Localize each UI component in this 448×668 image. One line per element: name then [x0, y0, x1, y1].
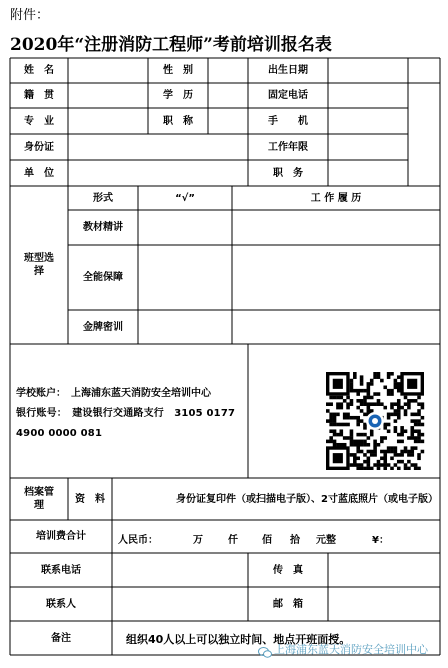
label-materials: 资 料 — [75, 493, 105, 505]
header-check: “√” — [175, 192, 195, 204]
label-position: 职 务 — [273, 167, 303, 179]
attachment-label: 附件： — [10, 8, 50, 23]
remark-text: 组织40人以上可以独立时间、地点开班面授。 — [126, 633, 351, 646]
watermark-text: 上海浦东蓝天消防安全培训中心 — [274, 643, 428, 656]
qr-code — [318, 372, 432, 470]
label-name: 姓 名 — [24, 65, 54, 76]
input-birth-date[interactable] — [328, 58, 408, 83]
check-textbook[interactable] — [138, 210, 232, 245]
input-name[interactable] — [68, 58, 148, 83]
work-history-area[interactable] — [232, 210, 440, 344]
fee-rmb: 人民币： — [118, 535, 158, 546]
school-account: 学校账户： 上海浦东蓝天消防安全培训中心 — [16, 388, 211, 399]
fee-unit-yuan: 元整 — [316, 535, 336, 546]
page-title: 2020年“注册消防工程师”考前培训报名表 — [10, 35, 332, 55]
label-gender: 性 别 — [163, 65, 193, 76]
header-work-history: 工 作 履 历 — [310, 192, 362, 204]
label-id-card: 身份证 — [24, 141, 54, 153]
input-id-card[interactable] — [68, 134, 248, 160]
input-position[interactable] — [328, 160, 408, 186]
check-full-guarantee[interactable] — [138, 245, 232, 310]
label-native-place: 籍 贯 — [24, 90, 54, 101]
fee-unit-bai: 佰 — [262, 535, 272, 546]
option-textbook: 教材精讲 — [83, 222, 123, 233]
label-mobile: 手 机 — [268, 115, 308, 127]
materials-text: 身份证复印件（或扫描电子版）、2寸蓝底照片（或电子版） — [176, 493, 438, 505]
label-class-type: 班型选择 — [24, 253, 54, 277]
fee-unit-shi: 拾 — [290, 535, 300, 546]
photo-area[interactable] — [408, 58, 440, 186]
fee-unit-wan: 万 — [193, 535, 203, 546]
fee-yen: ¥： — [372, 535, 389, 546]
label-major: 专 业 — [24, 115, 54, 127]
input-major[interactable] — [68, 108, 148, 134]
input-work-years[interactable] — [328, 134, 408, 160]
label-birth-date: 出生日期 — [268, 65, 308, 76]
label-landline: 固定电话 — [268, 90, 308, 101]
label-education: 学 历 — [163, 90, 193, 101]
option-full-guarantee: 全能保障 — [83, 272, 123, 283]
input-mail[interactable] — [328, 587, 440, 621]
input-title-rank[interactable] — [208, 108, 248, 134]
fee-unit-qian: 仟 — [228, 535, 238, 546]
label-archive: 档案管理 — [24, 487, 54, 511]
label-fax: 传 真 — [273, 564, 303, 576]
header-form: 形式 — [93, 192, 113, 204]
bank-account: 银行账号： 建设银行交通路支行 3105 0177 4900 0000 081 — [16, 408, 236, 439]
label-company: 单 位 — [24, 167, 54, 179]
label-remark: 备注 — [51, 632, 71, 644]
wechat-icon — [258, 643, 272, 654]
label-fee-total: 培训费合计 — [36, 531, 86, 542]
label-contact-person: 联系人 — [46, 598, 76, 610]
input-landline[interactable] — [328, 83, 408, 108]
input-education[interactable] — [208, 83, 248, 108]
check-gold-training[interactable] — [138, 310, 232, 344]
label-phone: 联系电话 — [41, 564, 81, 576]
input-gender[interactable] — [208, 58, 248, 83]
input-company[interactable] — [68, 160, 248, 186]
label-title-rank: 职 称 — [163, 115, 193, 127]
label-work-years: 工作年限 — [268, 141, 308, 153]
input-fax[interactable] — [328, 553, 440, 587]
input-native-place[interactable] — [68, 83, 148, 108]
input-mobile[interactable] — [328, 108, 408, 134]
label-mail: 邮 箱 — [273, 598, 303, 610]
input-contact-person[interactable] — [112, 587, 248, 621]
option-gold-training: 金牌密训 — [83, 321, 123, 333]
input-phone[interactable] — [112, 553, 248, 587]
